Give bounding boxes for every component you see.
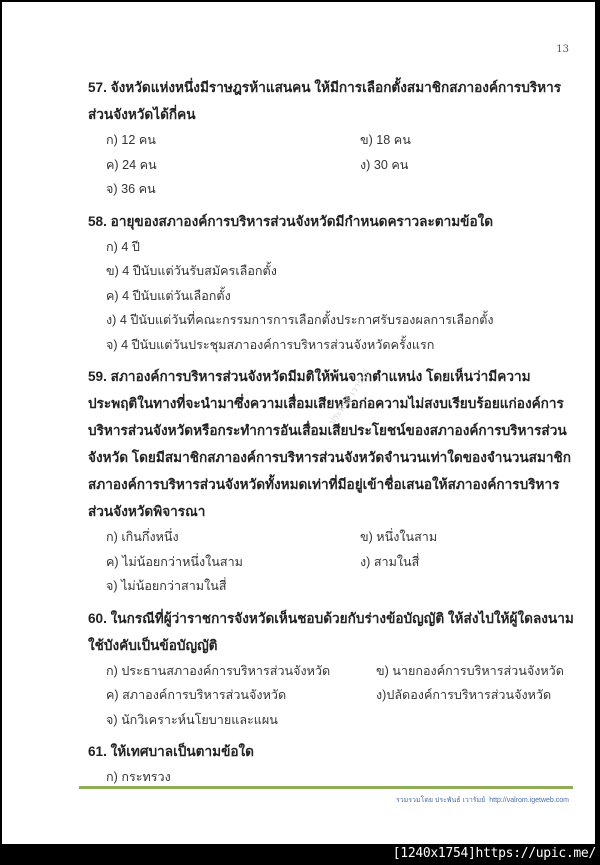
page-number: 13 [556, 44, 569, 55]
question-60 [88, 605, 578, 733]
footer-divider [79, 786, 573, 789]
option-c: ค) 4 ปีนับแต่วันเลือกตั้ง [106, 288, 231, 303]
option-a: ก) ประธานสภาองค์การบริหารส่วนจังหวัด [106, 663, 331, 678]
option-b: ข) 18 คน [360, 133, 411, 147]
option-a: ก) 4 ปี [106, 239, 140, 254]
options-list [88, 525, 578, 599]
option-c: ค) ไม่น้อยกว่าหนึ่งในสาม [106, 554, 243, 569]
upload-info-bar [0, 844, 600, 865]
question-59 [88, 363, 578, 599]
option-b: ข) หนึ่งในสาม [360, 530, 438, 544]
question-list [88, 74, 578, 794]
footer-author: รวมรวมโดย ประพันธ์ เวารัมย์ [395, 797, 486, 804]
option-a: ก) 12 คน [106, 133, 156, 147]
option-b: ข) นายกองค์การบริหารส่วนจังหวัด [376, 663, 564, 678]
option-b: ข) 4 ปีนับแต่วันรับสมัครเลือกตั้ง [106, 264, 277, 278]
option-a: ก) เกินกึ่งหนึ่ง [106, 530, 179, 544]
options-list [88, 128, 578, 202]
upload-tag: [1240x1754]https://upic.me/ [392, 846, 596, 861]
option-d: ง) 30 คน [360, 157, 409, 172]
option-c: ค) 24 คน [106, 157, 157, 172]
option-e: จ) 36 คน [106, 182, 156, 196]
question-text: 61. ให้เทศบาลเป็นตามข้อใด [88, 744, 255, 759]
document-page [2, 2, 595, 844]
question-57 [88, 74, 578, 202]
question-text: 58. อายุของสภาองค์การบริหารส่วนจังหวัดมีกำหนดคราวละตามข้อใด [88, 213, 494, 229]
options-list [88, 235, 578, 358]
question-text: 57. จังหวัดแห่งหนึ่งมีราษฎรห้าแสนคน ให้มีการเลือกตั้งสมาชิกสภาองค์การบริหารส่วนจังหวัดได้กี่คน [88, 80, 562, 122]
question-text: 60. ในกรณีที่ผู้ว่าราชการจังหวัดเห็นชอบด้วยกับร่างข้อบัญญัติ ให้ส่งไปให้ผู้ใดลงนามใช้บังคับเป็นข้อบัญญัติ [88, 610, 574, 653]
option-e: จ) นักวิเคราะห์นโยบายและแผน [106, 712, 278, 727]
options-list [88, 659, 578, 733]
footer-credit [396, 795, 569, 806]
option-c: ค) สภาองค์การบริหารส่วนจังหวัด [106, 688, 287, 702]
option-d: ง)ปลัดองค์การบริหารส่วนจังหวัด [376, 688, 552, 702]
question-text: 59. สภาองค์การบริหารส่วนจังหวัดมีมติให้พ้นจากตำแหน่ง โดยเห็นว่ามีความประพฤติในทางที่จะนำมาซึ่งความเสื่อมเสียหรือก่อความไม่สงบเรียบร้อยแก่องค์การบริหารส่วนจังหวัดหรือกระทำการอันเสื่อมเสียประโยชน์ของสภาองค์การบริหารส่วนจังหวัด โดยมีสมาชิกสภาองค์การบริหารส่วนจังหวัดจำนวนเท่าใดของจำนวนสมาชิกสภาองค์การบริหารส่วนจังหวัดทั้งหมดเท่าที่มีอยู่เข้าชื่อเสนอให้สภาองค์การบริหารส่วนจังหวัดพิจารณา [88, 369, 572, 519]
question-61 [88, 738, 578, 790]
option-e: จ) ไม่น้อยกว่าสามในสี่ [106, 579, 227, 593]
option-e: จ) 4 ปีนับแต่วันประชุมสภาองค์การบริหารส่วนจังหวัดครั้งแรก [106, 337, 435, 352]
option-d: ง) สามในสี่ [360, 554, 420, 569]
option-d: ง) 4 ปีนับแต่วันที่คณะกรรมการการเลือกตั้งประกาศรับรองผลการเลือกตั้ง [106, 313, 494, 327]
option-a: ก) กระทรวง [106, 770, 171, 784]
footer-url[interactable]: http://valrom.igetweb.com [489, 797, 569, 804]
question-58 [88, 208, 578, 358]
watermark: ประพันธ์ เวารัมย์ [326, 367, 372, 427]
